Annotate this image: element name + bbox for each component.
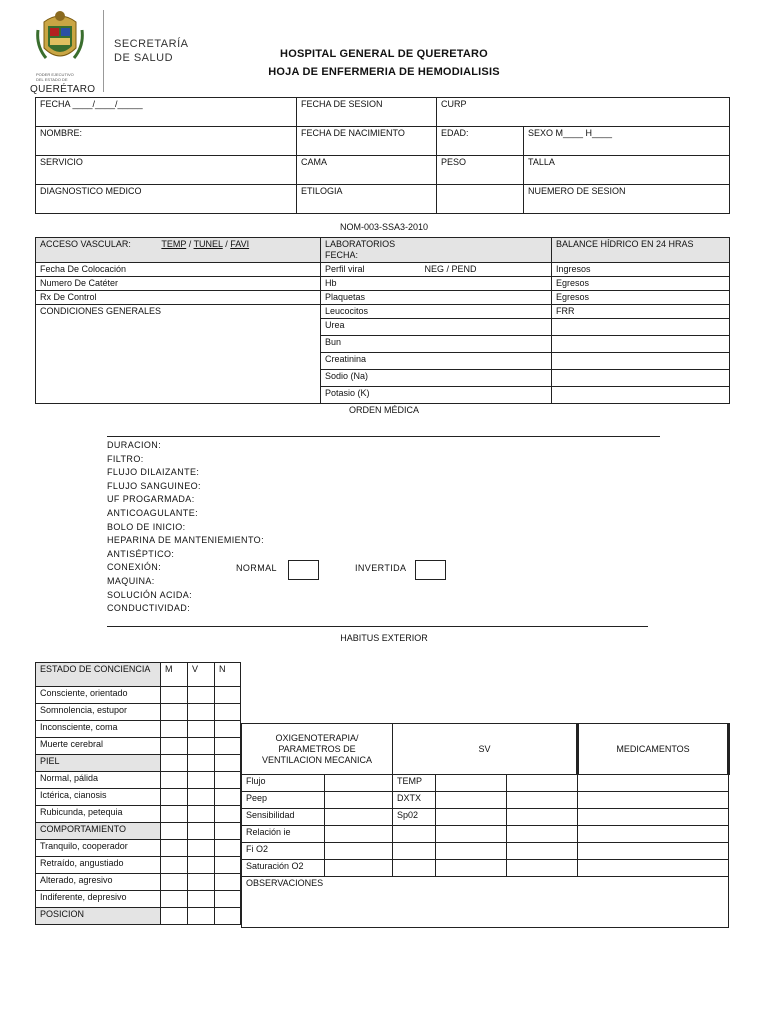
- habitus-m-cell[interactable]: [161, 891, 188, 908]
- med-value[interactable]: [578, 826, 729, 843]
- habitus-n-cell[interactable]: [215, 840, 241, 857]
- nombre-field[interactable]: NOMBRE:: [36, 127, 297, 156]
- temp-option[interactable]: TEMP: [161, 239, 187, 249]
- balance-empty[interactable]: [552, 336, 730, 353]
- logo-small-text-2: DEL ESTADO DE: [36, 77, 68, 82]
- sv-value[interactable]: [436, 826, 507, 843]
- habitus-row: [36, 874, 241, 891]
- habitus-n-cell[interactable]: [215, 874, 241, 891]
- peso-field[interactable]: PESO: [437, 156, 524, 185]
- sv-value[interactable]: [507, 792, 578, 809]
- balance-row[interactable]: Egresos: [552, 277, 730, 291]
- habitus-m-cell[interactable]: [161, 874, 188, 891]
- sv-header: SV: [393, 724, 578, 775]
- diagnostico-field[interactable]: DIAGNOSTICO MEDICO: [36, 185, 297, 214]
- logo-line-1: SECRETARÍA: [114, 38, 189, 50]
- habitus-n-cell[interactable]: [215, 789, 241, 806]
- balance-empty[interactable]: [552, 319, 730, 336]
- col-v-header: V: [188, 663, 215, 687]
- orden-item[interactable]: BOLO DE INICIO:: [107, 521, 186, 532]
- sv-value[interactable]: [393, 826, 436, 843]
- etilogia-value-field[interactable]: [437, 185, 524, 214]
- balance-row[interactable]: Egresos: [552, 291, 730, 305]
- habitus-n-cell[interactable]: [215, 806, 241, 823]
- habitus-row: [36, 721, 241, 738]
- lab-row[interactable]: Plaquetas: [321, 291, 552, 305]
- balance-row[interactable]: Ingresos: [552, 263, 730, 277]
- normal-checkbox[interactable]: [288, 560, 319, 580]
- cama-field[interactable]: CAMA: [297, 156, 437, 185]
- lab-perfil-row[interactable]: [321, 263, 552, 277]
- lab-row[interactable]: Urea: [321, 319, 552, 336]
- estado-conciencia-header: ESTADO DE CONCIENCIA: [36, 663, 161, 687]
- med-value[interactable]: [578, 809, 729, 826]
- orden-item[interactable]: ANTICOAGULANTE:: [107, 507, 199, 518]
- edad-field[interactable]: EDAD:: [437, 127, 524, 156]
- habitus-section-label: POSICION: [36, 908, 161, 925]
- balance-empty[interactable]: [552, 387, 730, 404]
- acceso-vascular-header: [36, 238, 321, 263]
- balance-row[interactable]: FRR: [552, 305, 730, 319]
- orden-item[interactable]: HEPARINA DE MANTENIEMIENTO:: [107, 535, 264, 546]
- habitus-row: [36, 738, 241, 755]
- habitus-row-label: Ictérica, cianosis: [36, 789, 161, 806]
- habitus-row-label: Muerte cerebral: [36, 738, 161, 755]
- acceso-label: ACCESO VASCULAR:: [40, 239, 131, 249]
- orden-item[interactable]: SOLUCIÓN ACIDA:: [107, 589, 193, 600]
- logo-small-text-1: PODER EJECUTIVO: [36, 72, 74, 77]
- habitus-v-cell[interactable]: [188, 874, 215, 891]
- sv-value[interactable]: [507, 843, 578, 860]
- habitus-row: [36, 704, 241, 721]
- habitus-row-label: Somnolencia, estupor: [36, 704, 161, 721]
- sv-value[interactable]: [436, 809, 507, 826]
- habitus-n-cell[interactable]: [215, 857, 241, 874]
- habitus-m-cell[interactable]: [161, 721, 188, 738]
- habitus-row: [36, 755, 241, 772]
- sv-value[interactable]: [507, 775, 578, 792]
- habitus-v-cell[interactable]: [188, 840, 215, 857]
- orden-item[interactable]: MAQUINA:: [107, 575, 155, 586]
- orden-medica-title: ORDEN MÉDICA: [348, 405, 419, 415]
- habitus-row: [36, 840, 241, 857]
- habitus-row-label: Retraído, angustiado: [36, 857, 161, 874]
- habitus-v-cell[interactable]: [188, 704, 215, 721]
- habitus-v-cell[interactable]: [188, 823, 215, 840]
- habitus-n-cell[interactable]: [215, 738, 241, 755]
- param-row[interactable]: Relación ie: [242, 826, 325, 843]
- orden-item[interactable]: FLUJO DILAIZANTE:: [107, 467, 200, 478]
- habitus-n-cell[interactable]: [215, 891, 241, 908]
- orden-item[interactable]: FLUJO SANGUINEO:: [107, 480, 201, 491]
- habitus-row: [36, 806, 241, 823]
- fecha-field[interactable]: FECHA ____/____/_____: [36, 98, 297, 127]
- etilogia-field[interactable]: ETILOGIA: [297, 185, 437, 214]
- habitus-row: [36, 687, 241, 704]
- laboratorios-fecha: FECHA:: [325, 250, 359, 260]
- lab-row[interactable]: Potasio (K): [321, 387, 552, 404]
- orden-item[interactable]: UF PROGARMADA:: [107, 494, 195, 505]
- habitus-title: HABITUS EXTERIOR: [340, 633, 428, 643]
- oxigeno-table: [241, 723, 730, 928]
- habitus-v-cell[interactable]: [188, 772, 215, 789]
- med-value[interactable]: [578, 792, 729, 809]
- param-value[interactable]: [325, 809, 393, 826]
- habitus-m-cell[interactable]: [161, 857, 188, 874]
- numero-sesion-field[interactable]: NUEMERO DE SESION: [524, 185, 730, 214]
- habitus-v-cell[interactable]: [188, 738, 215, 755]
- habitus-m-cell[interactable]: [161, 908, 188, 925]
- sexo-field[interactable]: SEXO M____ H____: [524, 127, 730, 156]
- orden-item[interactable]: CONDUCTIVIDAD:: [107, 603, 191, 614]
- habitus-section-label: COMPORTAMIENTO: [36, 823, 161, 840]
- acceso-row[interactable]: Fecha De Colocación: [36, 263, 321, 277]
- nom-code: NOM-003-SSA3-2010: [339, 222, 429, 232]
- patient-info-table: [35, 97, 730, 214]
- orden-bottom-rule: [107, 626, 648, 627]
- med-value[interactable]: [578, 843, 729, 860]
- laboratorios-header: [321, 238, 552, 263]
- sv-row[interactable]: DXTX: [393, 792, 436, 809]
- habitus-n-cell[interactable]: [215, 687, 241, 704]
- sv-value[interactable]: [436, 843, 507, 860]
- sv-value[interactable]: [436, 860, 507, 877]
- fecha-sesion-field[interactable]: FECHA DE SESION: [297, 98, 437, 127]
- habitus-row: [36, 908, 241, 925]
- orden-item[interactable]: CONEXIÓN:: [107, 562, 162, 573]
- param-value[interactable]: [325, 826, 393, 843]
- acceso-row[interactable]: Numero De Catéter: [36, 277, 321, 291]
- habitus-row: [36, 789, 241, 806]
- acceso-row[interactable]: Rx De Control: [36, 291, 321, 305]
- param-value[interactable]: [325, 843, 393, 860]
- fecha-nacimiento-field[interactable]: FECHA DE NACIMIENTO: [297, 127, 437, 156]
- balance-empty[interactable]: [552, 353, 730, 370]
- param-row[interactable]: Fi O2: [242, 843, 325, 860]
- habitus-row-label: Alterado, agresivo: [36, 874, 161, 891]
- sv-value[interactable]: [393, 860, 436, 877]
- lab-row[interactable]: Bun: [321, 336, 552, 353]
- habitus-v-cell[interactable]: [188, 721, 215, 738]
- tunel-option[interactable]: TUNEL: [193, 239, 223, 249]
- habitus-v-cell[interactable]: [188, 789, 215, 806]
- med-value[interactable]: [578, 860, 729, 877]
- habitus-m-cell[interactable]: [161, 772, 188, 789]
- habitus-row-label: Inconsciente, coma: [36, 721, 161, 738]
- habitus-m-cell[interactable]: [161, 806, 188, 823]
- sv-value[interactable]: [507, 826, 578, 843]
- habitus-m-cell[interactable]: [161, 755, 188, 772]
- acceso-sep-2: /: [222, 239, 231, 249]
- favi-option[interactable]: FAVI: [230, 239, 250, 249]
- sv-value[interactable]: [436, 775, 507, 792]
- servicio-field[interactable]: SERVICIO: [36, 156, 297, 185]
- param-row[interactable]: Saturación O2: [242, 860, 325, 877]
- med-value[interactable]: [578, 775, 729, 792]
- normal-label: NORMAL: [236, 563, 277, 573]
- param-row[interactable]: Sensibilidad: [242, 809, 325, 826]
- param-value[interactable]: [325, 775, 393, 792]
- sv-value[interactable]: [507, 860, 578, 877]
- orden-item[interactable]: DURACION:: [107, 440, 162, 450]
- condiciones-generales[interactable]: CONDICIONES GENERALES: [36, 305, 321, 404]
- habitus-row-label: Rubicunda, petequia: [36, 806, 161, 823]
- talla-field[interactable]: TALLA: [524, 156, 730, 185]
- habitus-m-cell[interactable]: [161, 687, 188, 704]
- balance-header: BALANCE HÍDRICO EN 24 HRAS: [552, 238, 730, 263]
- habitus-section-label: PIEL: [36, 755, 161, 772]
- logo-state-name: QUERÉTARO: [30, 84, 96, 95]
- habitus-m-cell[interactable]: [161, 789, 188, 806]
- habitus-n-cell[interactable]: [215, 721, 241, 738]
- invertida-label: INVERTIDA: [355, 563, 407, 573]
- habitus-m-cell[interactable]: [161, 738, 188, 755]
- habitus-n-cell[interactable]: [215, 772, 241, 789]
- param-value[interactable]: [325, 860, 393, 877]
- observaciones-field[interactable]: OBSERVACIONES: [242, 877, 729, 928]
- sv-row[interactable]: Sp02: [393, 809, 436, 826]
- param-row[interactable]: Flujo: [242, 775, 325, 792]
- habitus-body: [36, 687, 241, 925]
- orden-medica-list: [107, 439, 264, 616]
- lab-row[interactable]: Hb: [321, 277, 552, 291]
- col-n-header: N: [215, 663, 241, 687]
- habitus-row-label: Indiferente, depresivo: [36, 891, 161, 908]
- habitus-v-cell[interactable]: [188, 755, 215, 772]
- habitus-v-cell[interactable]: [188, 687, 215, 704]
- sv-value[interactable]: [436, 792, 507, 809]
- habitus-v-cell[interactable]: [188, 806, 215, 823]
- habitus-row: [36, 857, 241, 874]
- habitus-n-cell[interactable]: [215, 755, 241, 772]
- habitus-m-cell[interactable]: [161, 840, 188, 857]
- sv-row[interactable]: TEMP: [393, 775, 436, 792]
- lab-row[interactable]: Sodio (Na): [321, 370, 552, 387]
- laboratorios-label: LABORATORIOS: [325, 239, 396, 249]
- lab-row[interactable]: Creatinina: [321, 353, 552, 370]
- habitus-m-cell[interactable]: [161, 823, 188, 840]
- orden-item[interactable]: FILTRO:: [107, 453, 144, 464]
- access-labs-table: [35, 237, 730, 404]
- curp-field[interactable]: CURP: [437, 98, 730, 127]
- sv-value[interactable]: [393, 843, 436, 860]
- invertida-checkbox[interactable]: [415, 560, 446, 580]
- logo-line-2: DE SALUD: [114, 52, 174, 64]
- habitus-n-cell[interactable]: [215, 908, 241, 925]
- orden-top-rule: [107, 436, 660, 437]
- habitus-row: [36, 823, 241, 840]
- param-row[interactable]: Peep: [242, 792, 325, 809]
- habitus-v-cell[interactable]: [188, 908, 215, 925]
- habitus-row-label: Consciente, orientado: [36, 687, 161, 704]
- habitus-row-label: Tranquilo, cooperador: [36, 840, 161, 857]
- balance-empty[interactable]: [552, 370, 730, 387]
- habitus-row-label: Normal, pálida: [36, 772, 161, 789]
- habitus-table: [35, 662, 241, 925]
- sv-value[interactable]: [507, 809, 578, 826]
- perfil-label: Perfil viral: [325, 264, 365, 274]
- habitus-n-cell[interactable]: [215, 704, 241, 721]
- habitus-v-cell[interactable]: [188, 857, 215, 874]
- habitus-row: [36, 772, 241, 789]
- habitus-row: [36, 891, 241, 908]
- medicamentos-header: MEDICAMENTOS: [578, 724, 729, 775]
- state-crest-icon: [36, 8, 84, 72]
- orden-item[interactable]: ANTISÉPTICO:: [107, 548, 175, 559]
- oxigeno-header: OXIGENOTERAPIA/ PARAMETROS DE VENTILACION MECANICA: [242, 724, 393, 775]
- hospital-title: HOSPITAL GENERAL DE QUERETARO: [280, 48, 488, 60]
- habitus-v-cell[interactable]: [188, 891, 215, 908]
- habitus-m-cell[interactable]: [161, 704, 188, 721]
- acceso-sep-1: /: [186, 239, 194, 249]
- param-value[interactable]: [325, 792, 393, 809]
- form-title: HOJA DE ENFERMERIA DE HEMODIALISIS: [268, 66, 500, 78]
- neg-pend: NEG / PEND: [424, 264, 477, 274]
- lab-row[interactable]: Leucocitos: [321, 305, 552, 319]
- habitus-n-cell[interactable]: [215, 823, 241, 840]
- col-m-header: M: [161, 663, 188, 687]
